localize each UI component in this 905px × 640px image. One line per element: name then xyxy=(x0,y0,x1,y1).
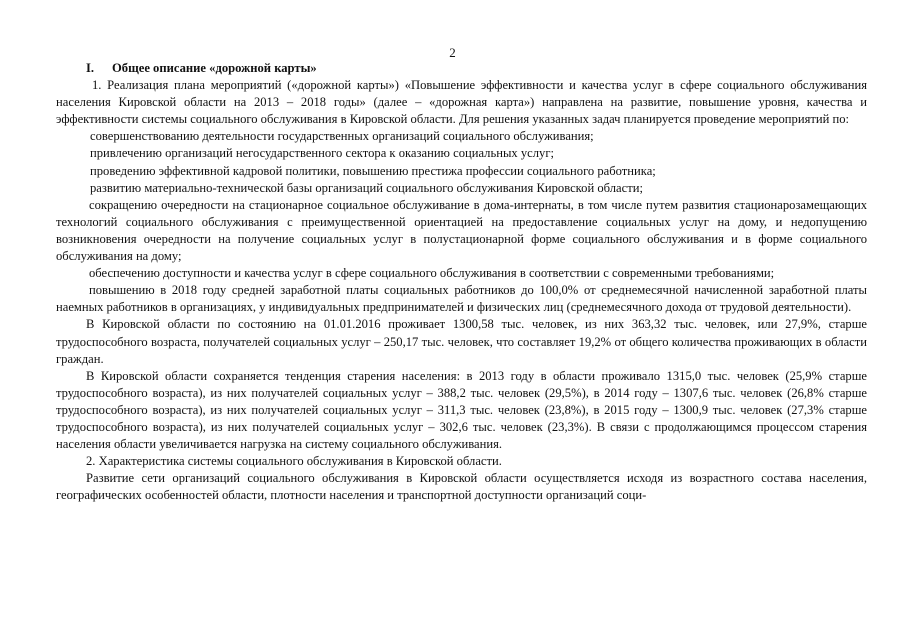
population-paragraph: В Кировской области по состоянию на 01.01.2016 проживает 1300,58 тыс. человек, из них 363,32 тыс. человек, или 27,9%, старше трудоспособного возраста, получателей социальных услуг – 250,17 тыс. человек, что составляет 19,2% от общего количества проживающих в области граждан. xyxy=(56,317,867,366)
list-item: совершенствованию деятельности государственных организаций социального обслуживания; xyxy=(90,129,594,144)
section-title: Общее описание «дорожной карты» xyxy=(112,61,317,75)
aging-paragraph: В Кировской области сохраняется тенденция старения населения: в 2013 году в области проживало 1315,0 тыс. человек (25,9% старше трудоспособного возраста), из них получателей социальных услуг – 388,2 тыс. человек (29,5%), в 2014 году – 1307,6 тыс. человек (26,8% старше трудоспособного возраста), из них получателей социальных услуг – 311,3 тыс. человек (23,8%), в 2015 году – 1300,9 тыс. человек (27,3% старше трудоспособного возраста), из них получателей социальных услуг – 302,6 тыс. человек (23,3%). В связи с продолжающимся процессом старения населения области увеличивается нагрузка на систему социального обслуживания. xyxy=(56,368,867,452)
section-heading xyxy=(56,60,867,77)
document-body xyxy=(56,60,867,504)
list-item: повышению в 2018 году средней заработной платы социальных работников до 100,0% от среднемесячной начисленной заработной платы наемных работников в организациях, у индивидуальных предпринимателей и физических лиц (среднемесячного дохода от трудовой деятельности). xyxy=(56,283,867,315)
list-item: проведению эффективной кадровой политики, повышению престижа профессии социального работника; xyxy=(90,163,656,178)
list-item: сокращению очередности на стационарное социальное обслуживание в дома-интернаты, в том числе путем развития стационарозамещающих технологий социального обслуживания с преимущественной ориентацией на предоставление социальных услуг на дому, и недопущению возникновения очередности на получение социальных услуг в полустационарной форме социального обслуживания и в форме социального обслуживания на дому; xyxy=(56,197,867,264)
list-item: развитию материально-технической базы организаций социального обслуживания Кировской области; xyxy=(90,180,643,195)
network-paragraph: Развитие сети организаций социального обслуживания в Кировской области осуществляется исходя из возрастного состава населения, географических особенностей области, плотности населения и транспортной доступности организаций соци- xyxy=(56,471,867,503)
section-number: I. xyxy=(86,61,95,75)
list-item: привлечению организаций негосударственного сектора к оказанию социальных услуг; xyxy=(90,146,554,161)
intro-paragraph: 1. Реализация плана мероприятий («дорожной карты») «Повышение эффективности и качества услуг в сфере социального обслуживания населения Кировской области на 2013 – 2018 годы» (далее – «дорожная карта») направлена на развитие, повышение уровня, качества и эффективности системы социального обслуживания в Кировской области. Для решения указанных задач планируется проведение мероприятий по: xyxy=(56,78,867,127)
list-item: обеспечению доступности и качества услуг в сфере социального обслуживания в соответствии с современными требованиями; xyxy=(89,266,775,281)
point-2-heading: 2. Характеристика системы социального обслуживания в Кировской области. xyxy=(86,454,502,469)
page-number: 2 xyxy=(449,45,456,60)
